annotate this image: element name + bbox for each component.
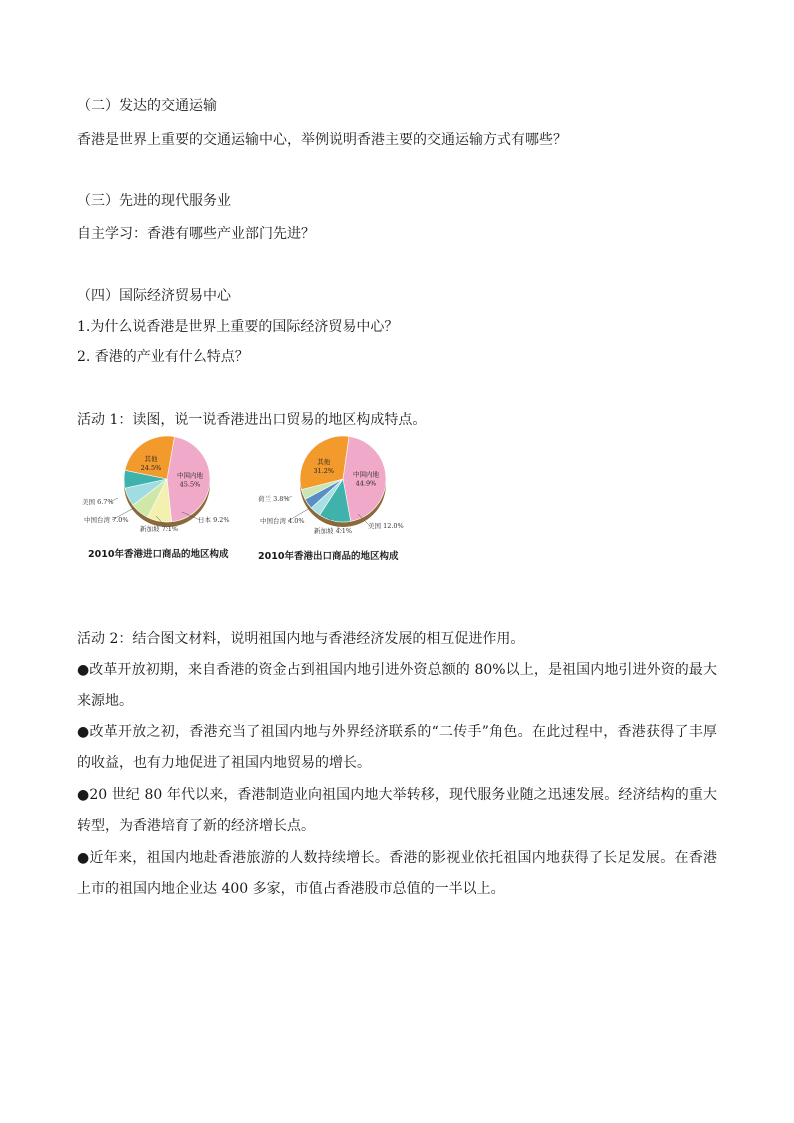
slice-external-label: 中国台湾 4.0%: [260, 517, 305, 525]
slice-name-label: 中国内地: [352, 470, 379, 479]
import-pie-chart: [82, 434, 242, 544]
slice-name-label: 其他: [317, 458, 331, 467]
slice-external-label: 中国台湾 7.0%: [84, 516, 129, 524]
section-3-question: 自主学习：香港有哪些产业部门先进？: [77, 226, 315, 242]
section-4-question-1: 1.为什么说香港是世界上重要的国际经济贸易中心？: [77, 319, 399, 335]
import-chart-title: 2010年香港进口商品的地区构成: [88, 549, 229, 560]
section-4-question-2: 2. 香港的产业有什么特点？: [77, 349, 249, 365]
section-2-heading: （二）发达的交通运输: [77, 98, 217, 114]
section-4-heading: （四）国际经济贸易中心: [77, 288, 231, 304]
import-chart: [82, 434, 242, 544]
bullet-paragraph-2: ●改革开放之初，香港充当了祖国内地与外界经济联系的“二传手”角色。在此过程中，香港获得了丰厚的收益，也有力地促进了祖国内地贸易的增长。: [77, 724, 717, 771]
bullet-paragraph-1: ●改革开放初期，来自香港的资金占到祖国内地引进外资总额的 80%以上，是祖国内地引进外资的最大来源地。: [77, 662, 717, 709]
slice-external-label: 美国 6.7%: [82, 498, 114, 506]
export-chart-title: 2010年香港出口商品的地区构成: [258, 551, 399, 562]
slice-external-label: 新加坡 4.1%: [314, 527, 353, 535]
slice-external-label: 美国 12.0%: [368, 522, 404, 530]
slice-pct-label: 44.9%: [355, 479, 377, 488]
slice-name-label: 其他: [144, 454, 158, 463]
slice-external-label: 荷兰 3.8%: [258, 495, 290, 503]
slice-external-label: 日本 9.2%: [198, 516, 230, 524]
activity-1-title: 活动 1：读图，说一说香港进出口贸易的地区构成特点。: [77, 412, 427, 428]
section-2-question: 香港是世界上重要的交通运输中心，举例说明香港主要的交通运输方式有哪些？: [77, 132, 567, 148]
export-pie-chart: [258, 434, 418, 544]
export-chart: [258, 434, 418, 544]
slice-name-label: 中国内地: [176, 471, 203, 480]
slice-external-label: 新加坡 7.1%: [140, 525, 179, 533]
slice-pct-label: 24.5%: [140, 463, 162, 472]
trade-charts: [82, 434, 422, 566]
slice-pct-label: 31.2%: [313, 467, 335, 476]
slice-pct-label: 45.5%: [179, 480, 201, 489]
activity-2-title: 活动 2：结合图文材料，说明祖国内地与香港经济发展的相互促进作用。: [77, 631, 525, 647]
section-3-heading: （三）先进的现代服务业: [77, 193, 231, 209]
bullet-paragraph-3: ●20 世纪 80 年代以来，香港制造业向祖国内地大举转移，现代服务业随之迅速发展。经济结构的重大转型，为香港培育了新的经济增长点。: [77, 787, 717, 834]
bullet-paragraph-4: ●近年来，祖国内地赴香港旅游的人数持续增长。香港的影视业依托祖国内地获得了长足发展。在香港上市的祖国内地企业达 400 多家，市值占香港股市总值的一半以上。: [77, 850, 717, 897]
